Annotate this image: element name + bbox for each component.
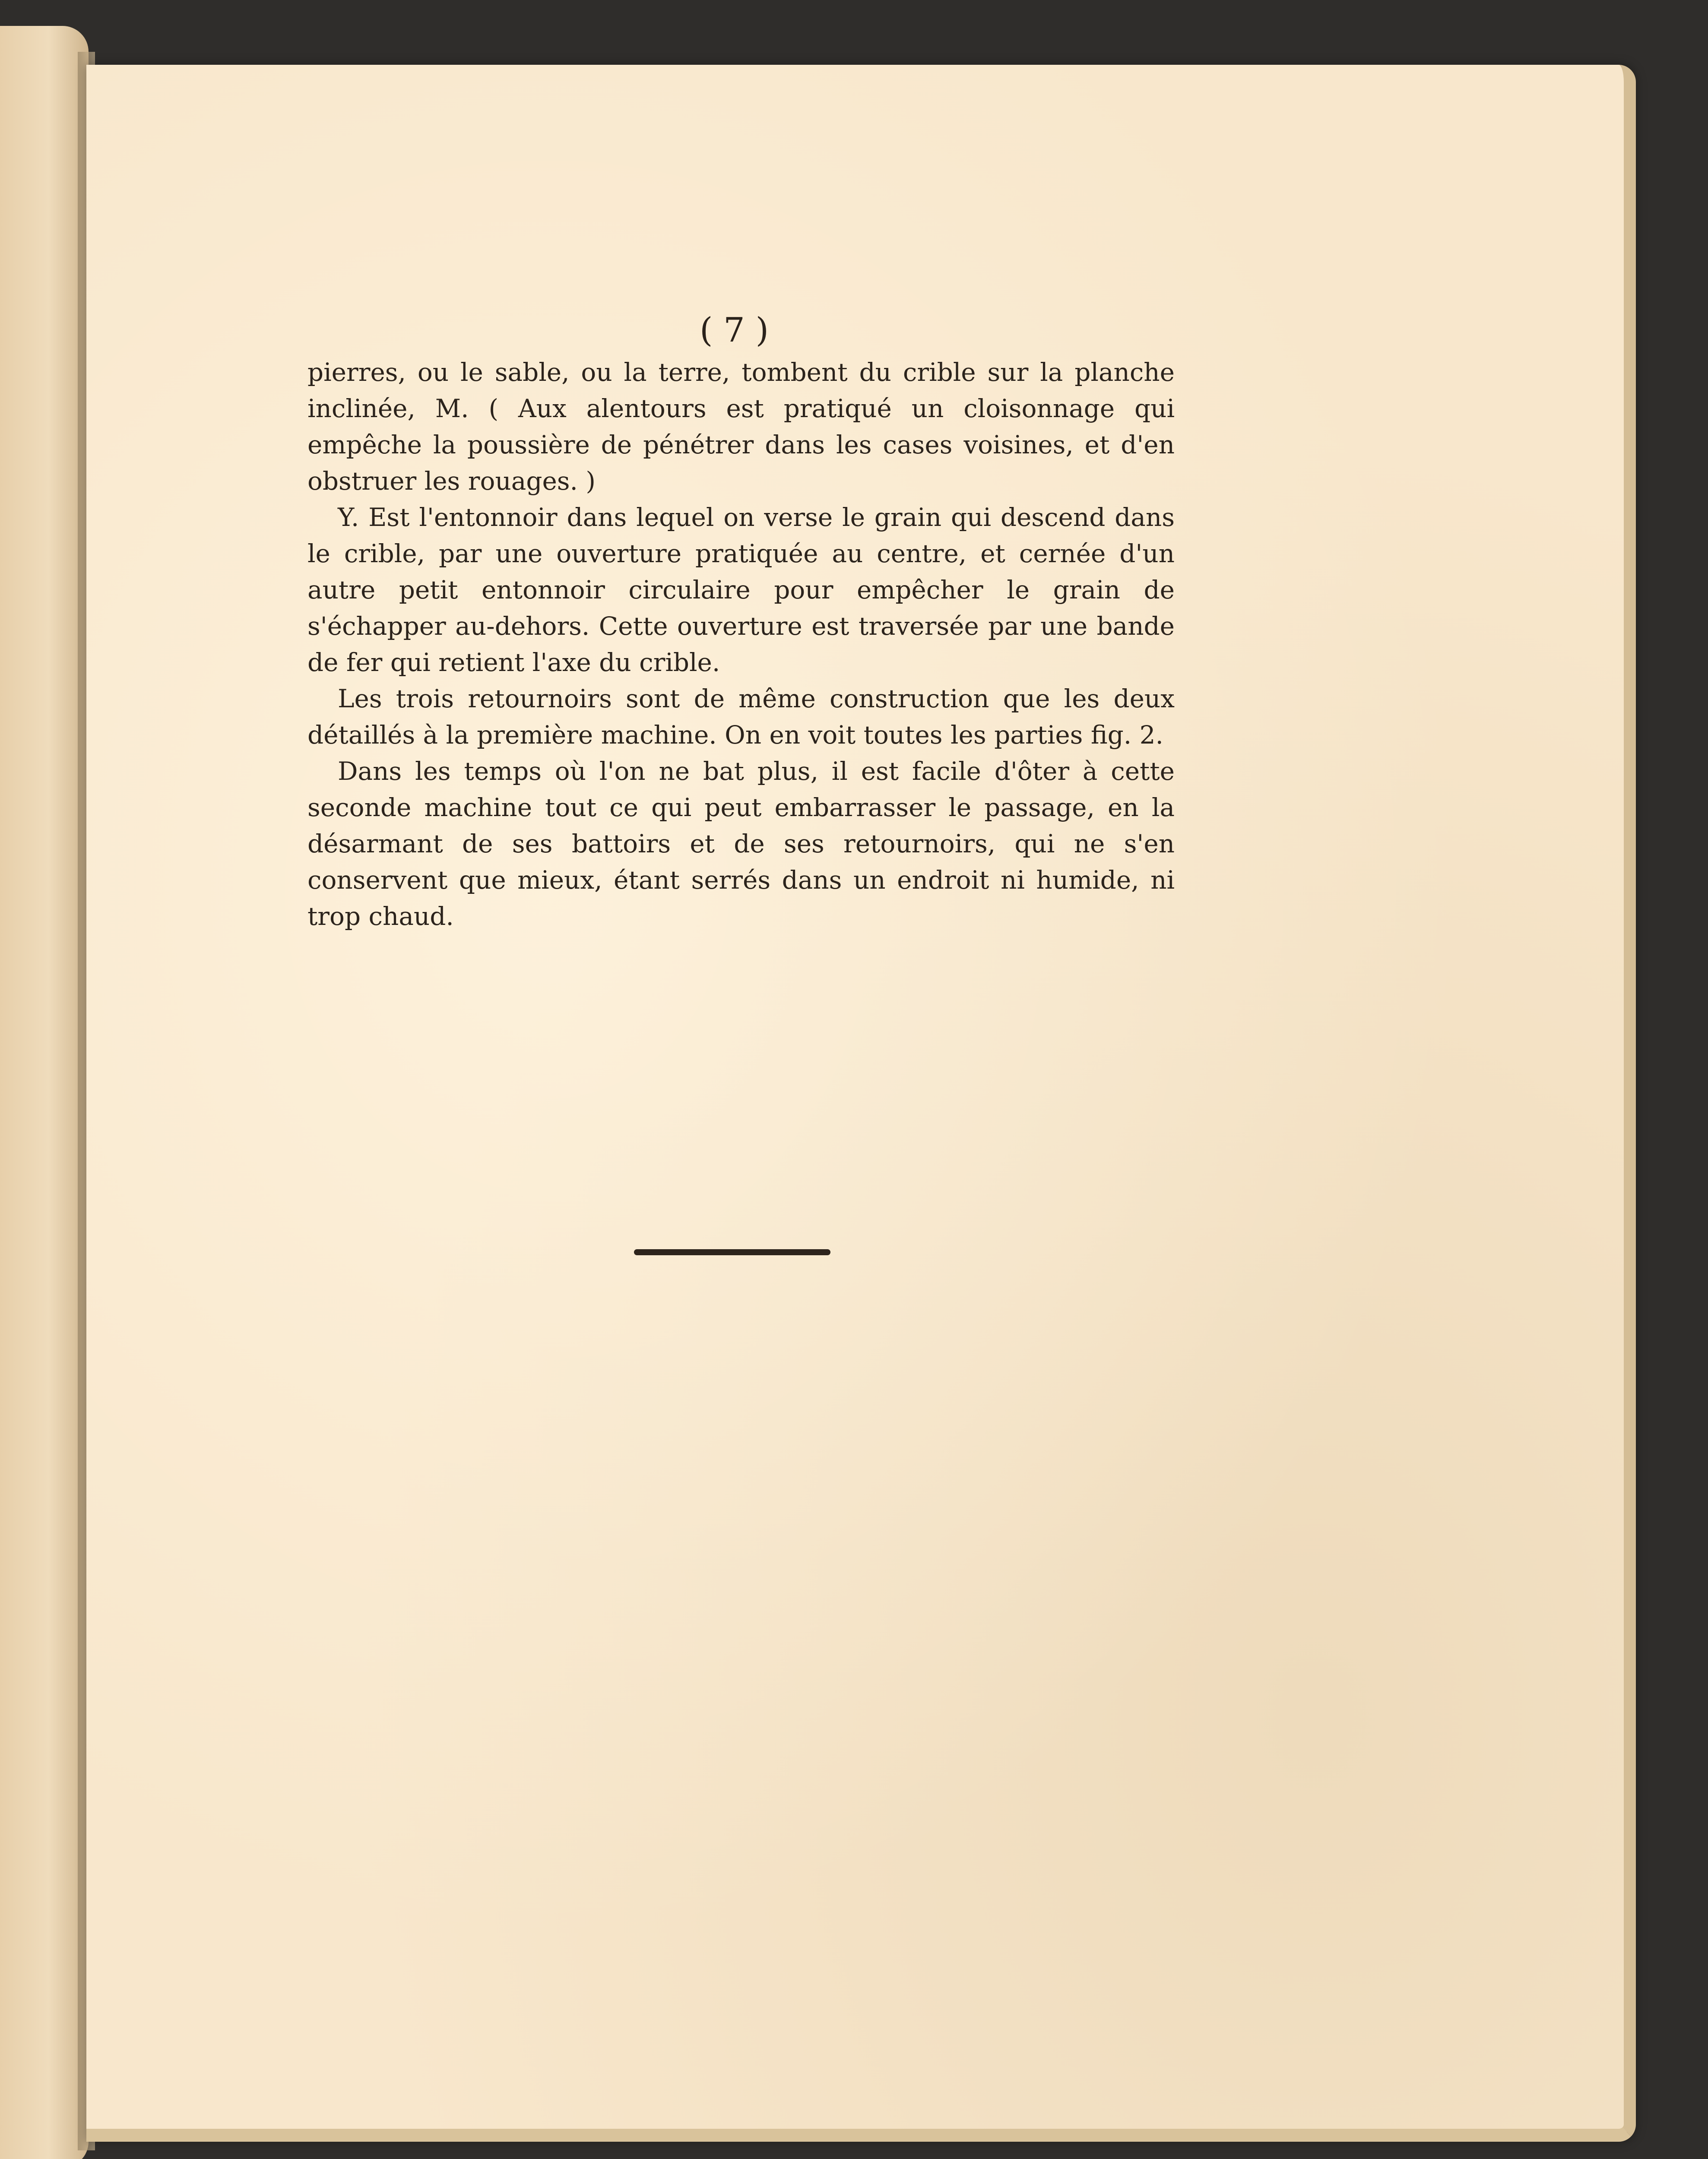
paragraph: Les trois retournoirs sont de même construction que les deux détaillés à la première machine. On en voit toutes les parties fig. 2. [307,684,1175,750]
section-rule [634,1249,830,1255]
paragraph: Y. Est l'entonnoir dans lequel on verse le grain qui descend dans le crible, par une ouverture pratiquée au centre, et cernée d'un autre petit entonnoir circulaire pour empêcher le grain de s'échapper au-dehors. Cette ouverture est traversée par une bande de fer qui retient l'axe du crible. [307,503,1175,677]
left-page-edge [0,26,89,2159]
paragraph: Dans les temps où l'on ne bat plus, il est facile d'ôter à cette seconde machine tout ce qui peut embarrasser le passage, en la désarmant de ses battoirs et de ses retournoirs, qui ne s'en conservent que mieux, étant serrés dans un endroit ni humide, ni trop chaud. [307,757,1175,931]
body-text [307,354,1175,967]
page-number: ( 7 ) [699,311,769,350]
paragraph: pierres, ou le sable, ou la terre, tombent du crible sur la planche inclinée, M. ( Aux alentours est pratiqué un cloisonnage qui empêche la poussière de pénétrer dans les cases voisines, et d'en obstruer les rouages. ) [307,358,1175,496]
